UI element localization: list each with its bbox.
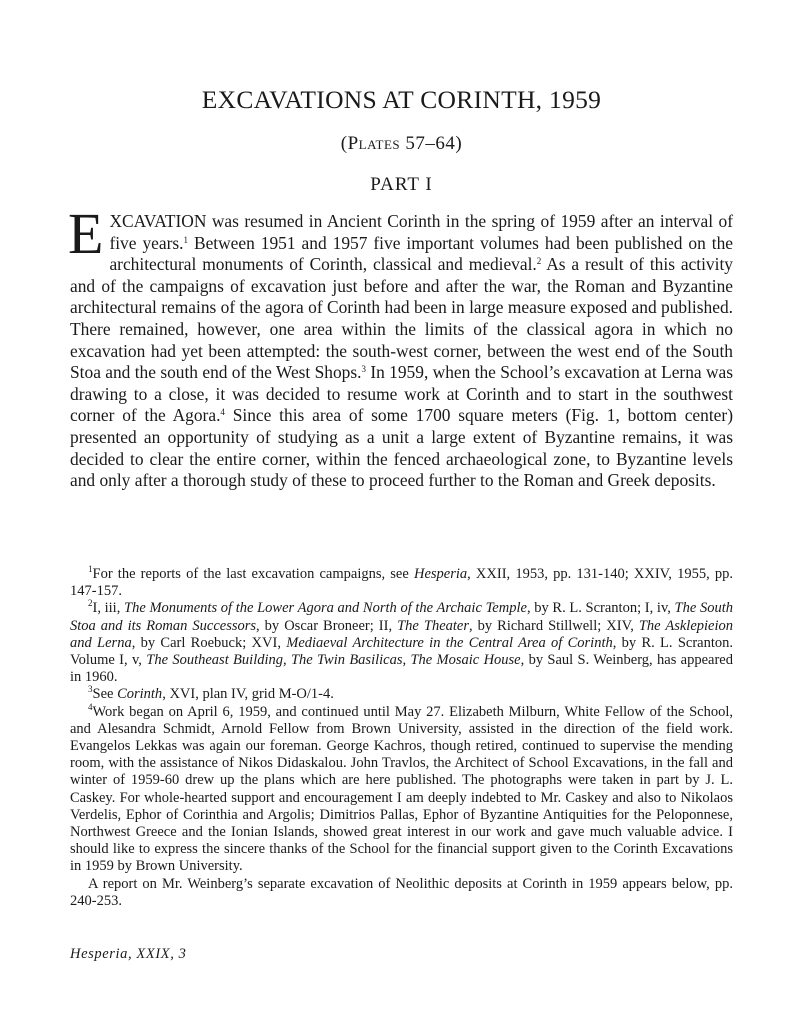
body-text: Between 1951 and 1957 five important volumes had been published on the architectural monuments of Corinth, classical and medieval. <box>109 232 733 275</box>
article-title: EXCAVATIONS AT CORINTH, 1959 <box>201 85 602 114</box>
body-text: In 1959, when the School’s excavation at Lerna was drawing to a close, it was decided to resume work at Corinth and to start in the southwest corner of the Agora. <box>70 362 734 426</box>
footnote-number: 3 <box>88 684 93 695</box>
footnote-number: 1 <box>88 564 93 574</box>
body-text: As a result of this activity and of the campaigns of excavation just before and after the war, the Roman and Byzantine architectural remains of the agora of Corinth had been in large measure exposed and published. There remained, however, one area within the limits of the classical agora in which no excavation had yet been attempted: the south-west corner, between the west end of the South Stoa and the south end of the West Shops. <box>70 254 733 383</box>
footnote-ref[interactable]: 4 <box>220 407 225 418</box>
drop-cap: E <box>68 201 104 266</box>
part-heading: PART I <box>370 174 433 195</box>
footnote-2: $^2$I, iii, The Monuments of the Lower Agora and North of the Archaic Temple, by R. L. Scranton; I, iv, The South Stoa and its Roman Successors, by Oscar Broneer; II, The Theater, by Richard Stillwell; XIV, The Asklepieion and Lerna, by Carl Roebuck; XVI, Mediaeval Architecture in the Central Area of Corinth, by R. L. Scranton. Volume I, v, The Southeast Building, The Twin Basilicas, The Mosaic House, by Saul S. Weinberg, has appeared in 1960. <box>70 598 733 686</box>
book-title: The Theater <box>397 617 469 634</box>
footnote-continuation: A report on Mr. Weinberg’s separate excavation of Neolithic deposits at Corinth in 1959 appears below, pp. 240-253. <box>70 875 733 909</box>
body-paragraph <box>68 201 734 492</box>
footnote-4: $^4$Work began on April 6, 1959, and continued until May 27. Elizabeth Milburn, White Fellow of the School, and Alesandra Schmidt, Arnold Fellow from Brown University, assisted in the direction of the field work. Evangelos Lekkas was again our foreman. George Kachros, though retired, continued to supervise the mending room, with the assistance of Nikos Didaskalou. John Travlos, the Architect of School Excavations, in the fall and winter of 1959-60 drew up the plans which are here published. The photographs were taken in part by J. L. Caskey. For whole-hearted support and encouragement I am deeply indebted to Mr. Caskey and also to Nikolaos Verdelis, Ephor of Corinthia and Argolis; Dimitrios Pallas, Ephor of Byzantine Antiquities for the Peloponnese, Northwest Greece and the Ionian Islands, showed great interest in our work and gave much valuable advice. I should like to express the sincere thanks of the School for the financial support given to the Corinth Excavations in 1959 by Brown University. <box>70 701 733 875</box>
footnote-1: $^1$For the reports of the last excavation campaigns, see Hesperia, XXII, 1953, pp. 131-140; XXIV, 1955, pp. 147-157. <box>70 564 733 600</box>
book-title: Corinth <box>117 686 163 703</box>
body-text: Since this area of some 1700 square meters (Fig. 1, bottom center) presented an opportunity of studying as a unit a large extent of Byzantine remains, it was decided to clear the entire corner, within the fenced archaeological zone, to Byzantine levels and only after a thorough study of these to proceed further to the Roman and Greek deposits. <box>70 405 733 491</box>
page-footer: Hesperia, XXIX, 3 <box>70 946 187 962</box>
footnotes <box>70 566 733 910</box>
book-title: Mediaeval Architecture in the Central Area of Corinth <box>286 634 613 651</box>
plates-reference: (Plates 57–64) <box>340 133 463 154</box>
footnote-ref[interactable]: 2 <box>536 256 542 267</box>
body-text: XCAVATION was resumed in Ancient Corinth in the spring of 1959 after an interval of five years. <box>109 211 733 253</box>
book-title: The Monuments of the Lower Agora and North of the Archaic Temple <box>124 600 527 617</box>
book-title: The Asklepieion and Lerna <box>70 617 733 651</box>
footnote-number: 4 <box>88 701 93 712</box>
footnote-ref[interactable]: 3 <box>361 364 366 375</box>
book-title: The Southeast Building, The Twin Basilicas, The Mosaic House <box>146 652 521 669</box>
journal-title: Hesperia <box>413 566 468 582</box>
footnote-number: 2 <box>88 598 93 609</box>
book-title: The South Stoa and its Roman Successors <box>70 600 733 634</box>
footnote-ref[interactable]: 1 <box>183 234 188 245</box>
footnote-3: $^3$See Corinth, XVI, plan IV, grid M-O/1-4. <box>88 684 334 703</box>
